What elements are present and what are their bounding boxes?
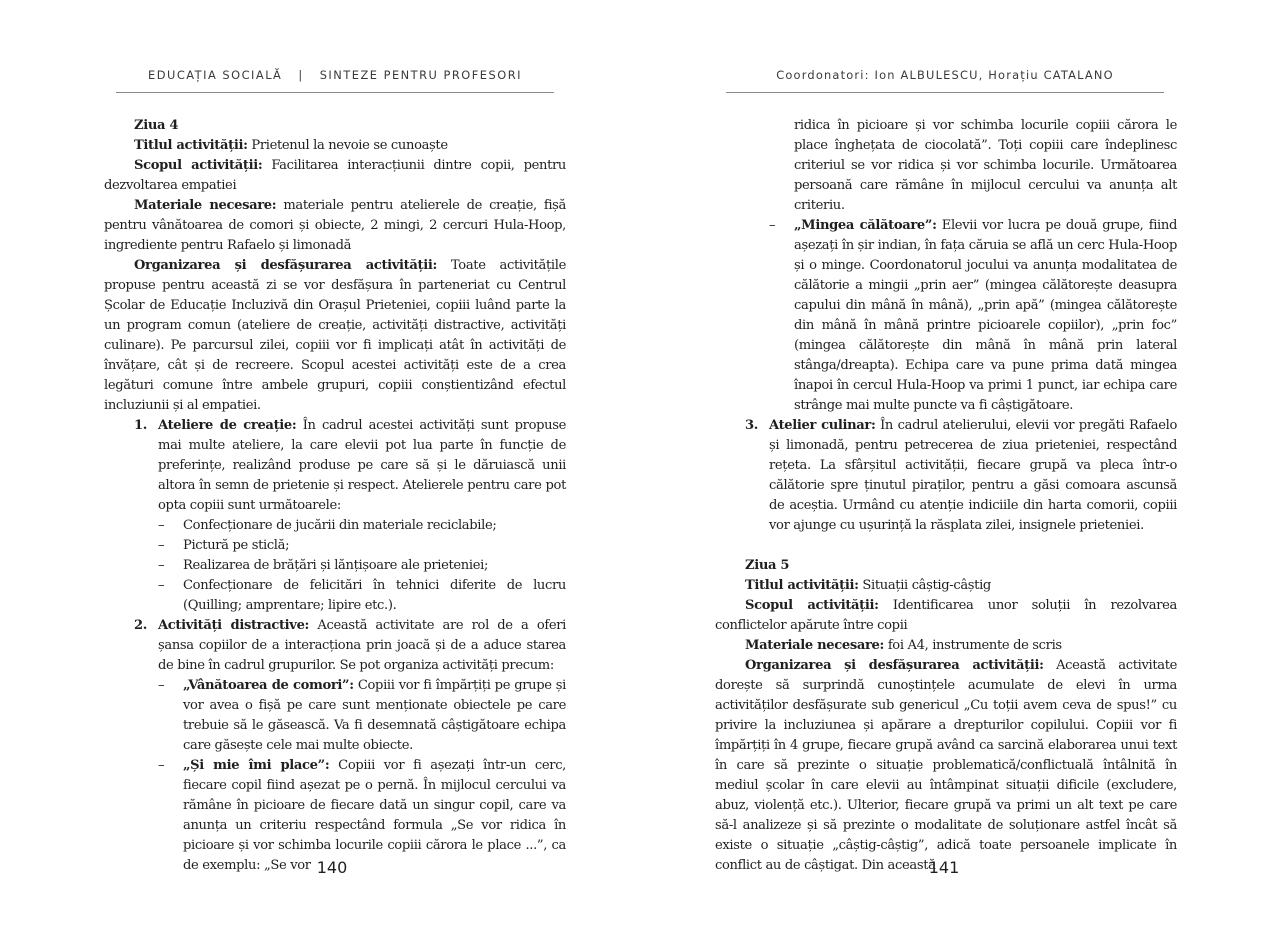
running-head-left (116, 68, 554, 93)
list-item: – Pictură pe sticlă; (158, 538, 290, 553)
list-item: – Realizarea de brățări și lănțișoare ale prieteniei; (158, 558, 489, 573)
list-item: – „Și mie îmi place”: Copiii vor fi așezați într-un cerc, fiecare copil fiind așezat pe o pernă. În mijlocul cercului va rămâne în picioare de fiecare dată un singur copil, care va anunța un criteriu respectând formula „Se vor ridica în picioare și vor schimba locurile copiii cărora le place ...”, ca de exemplu: „Se vor (158, 758, 566, 873)
day-heading: Ziua 4 (134, 118, 179, 133)
item-3-paragraph: Atelier culinar: În cadrul atelierului, elevii vor pregăti Rafaelo și limonadă, pentru petrecerea de ziua prieteniei, respectând rețeta. La sfârșitul activității, fiecare grupă va pleca într-o călătorie spre ținutul piraților, pentru a găsi comoara ascunsă de aceștia. Urmând cu atenție indiciile din harta comorii, copiii vor ajunge cu ușurință la răsplata zilei, insignele prieteniei. (769, 418, 1177, 533)
activity-organization: Organizarea și desfășurarea activității: Toate activitățile propuse pentru această zi se vor desfășura în parteneriat cu Centrul Școlar de Educație Incluzivă din Orașul Prieteniei, copiii luând parte la un program comun (ateliere de creație, activități distractive, activități culinare). Pe parcursul zilei, copiii vor fi implicați atât în activități de învățare, cât și de recreere. Scopul acestei activități este de a crea legături comune între ambele grupuri, copiii conștientizând efectul incluziunii și al empatiei. (104, 258, 566, 413)
activity-purpose: Scopul activității: Facilitarea interacțiunii dintre copii, pentru dezvoltarea empatiei (104, 158, 567, 193)
item-2-paragraph: Activități distractive: Această activitate are rol de a oferi șansa copiilor de a interacționa prin joacă și de a aduce starea de bine în cadrul grupurilor. Se pot organiza activități precum: (158, 618, 567, 673)
right-page (640, 0, 1280, 935)
item-number: 2. (134, 618, 147, 633)
activity-title: Titlul activității: Situații câștig-câștig (745, 578, 991, 593)
list-item: – Confecționare de jucării din materiale reciclabile; (158, 518, 497, 533)
activity-materials: Materiale necesare: foi A4, instrumente de scris (745, 638, 1062, 653)
activity-materials: Materiale necesare: materiale pentru atelierele de creație, fișă pentru vânătoarea de comori și obiecte, 2 mingi, 2 cercuri Hula-Hoop, ingrediente pentru Rafaelo și limonadă (104, 198, 566, 253)
numbered-item-2 (104, 616, 566, 876)
page-number: 141 (928, 858, 960, 877)
left-page-body (104, 116, 566, 876)
list-item: ridica în picioare și vor schimba locurile copiii cărora le place înghețata de ciocolată”. Toți copiii care îndeplinesc criteriul se vor ridica și vor schimba locurile. Următoarea persoană care rămâne în mijlocul cercului va anunța alt criteriu. (794, 118, 1177, 213)
list-item: – „Mingea călătoare”: Elevii vor lucra pe două grupe, fiind așezați în șir indian, în fața căruia se află un cerc Hula-Hoop și o minge. Coordonatorul jocului va anunța modalitatea de călătorie a mingii „prin aer” (mingea călătorește deasupra capului din mână în mână), „prin apă” (mingea călătorește din mână în mână printre picioarele copiilor), „prin foc” (mingea călătorește din mână în mână prin lateral stânga/dreapta). Echipa care va pune prima dată mingea înapoi în cercul Hula-Hoop va primi 1 punct, iar echipa care strânge mai multe puncte va fi câștigătoare. (769, 218, 1177, 413)
list-item: – Confecționare de felicitări în tehnici diferite de lucru (Quilling; amprentare; lipire etc.). (158, 578, 566, 613)
right-page-body (715, 116, 1177, 876)
running-head-title: EDUCAȚIA SOCIALĂ (148, 68, 283, 82)
running-head-right: Coordonatori: Ion ALBULESCU, Horațiu CATALANO (726, 68, 1164, 93)
item-1-paragraph: Ateliere de creație: În cadrul acestei activități sunt propuse mai multe ateliere, la care elevii pot lua parte în funcție de preferințe, realizând produse pe care să și le dăruiască unii altora în semn de prietenie și respect. Atelierele pentru care pot opta copiii sunt următoarele: (158, 418, 567, 513)
list-item: – „Vânătoarea de comori”: Copiii vor fi împărțiți pe grupe și vor avea o fișă pe care sunt menționate obiectele pe care trebuie să le găsească. Va fi desemnată câștigătoare echipa care găsește cele mai multe obiecte. (158, 678, 566, 753)
item-number: 1. (134, 418, 147, 433)
activity-title: Titlul activității: Prietenul la nevoie se cunoaște (134, 138, 448, 153)
numbered-item-1 (104, 416, 566, 616)
activity-organization: Organizarea și desfășurarea activității: Această activitate dorește să surprindă cunoștințele acumulate de elevi în urma activităților desfășurate sub genericul „Cu toții avem ceva de spus!” cu privire la incluziunea și apărare a drepturilor copilului. Copiii vor fi împărțiți în 4 grupe, fiecare grupă având ca sarcină elaborarea unui text în care să prezinte o situație problematică/conflictuală întâlnită în mediul școlar în care elevii au întâmpinat situații dificile (excludere, abuz, violență etc.). Ulterior, fiecare grupă va primi un alt text pe care să-l analizeze și să prezinte o modalitate de soluționare astfel încât să existe o situație „câștig-câștig”, adică toate persoanele implicate în conflict au de câștigat. Din această (715, 658, 1178, 873)
day-heading: Ziua 5 (745, 558, 790, 573)
numbered-item-3 (715, 416, 1177, 536)
activity-purpose: Scopul activității: Identificarea unor soluții în rezolvarea conflictelor apărute între copii (715, 598, 1177, 633)
running-head-subtitle: SINTEZE PENTRU PROFESORI (319, 68, 522, 82)
page-number: 140 (316, 858, 348, 877)
running-head-separator: | (298, 68, 304, 82)
item-number: 3. (745, 418, 758, 433)
continued-list (715, 116, 1177, 416)
